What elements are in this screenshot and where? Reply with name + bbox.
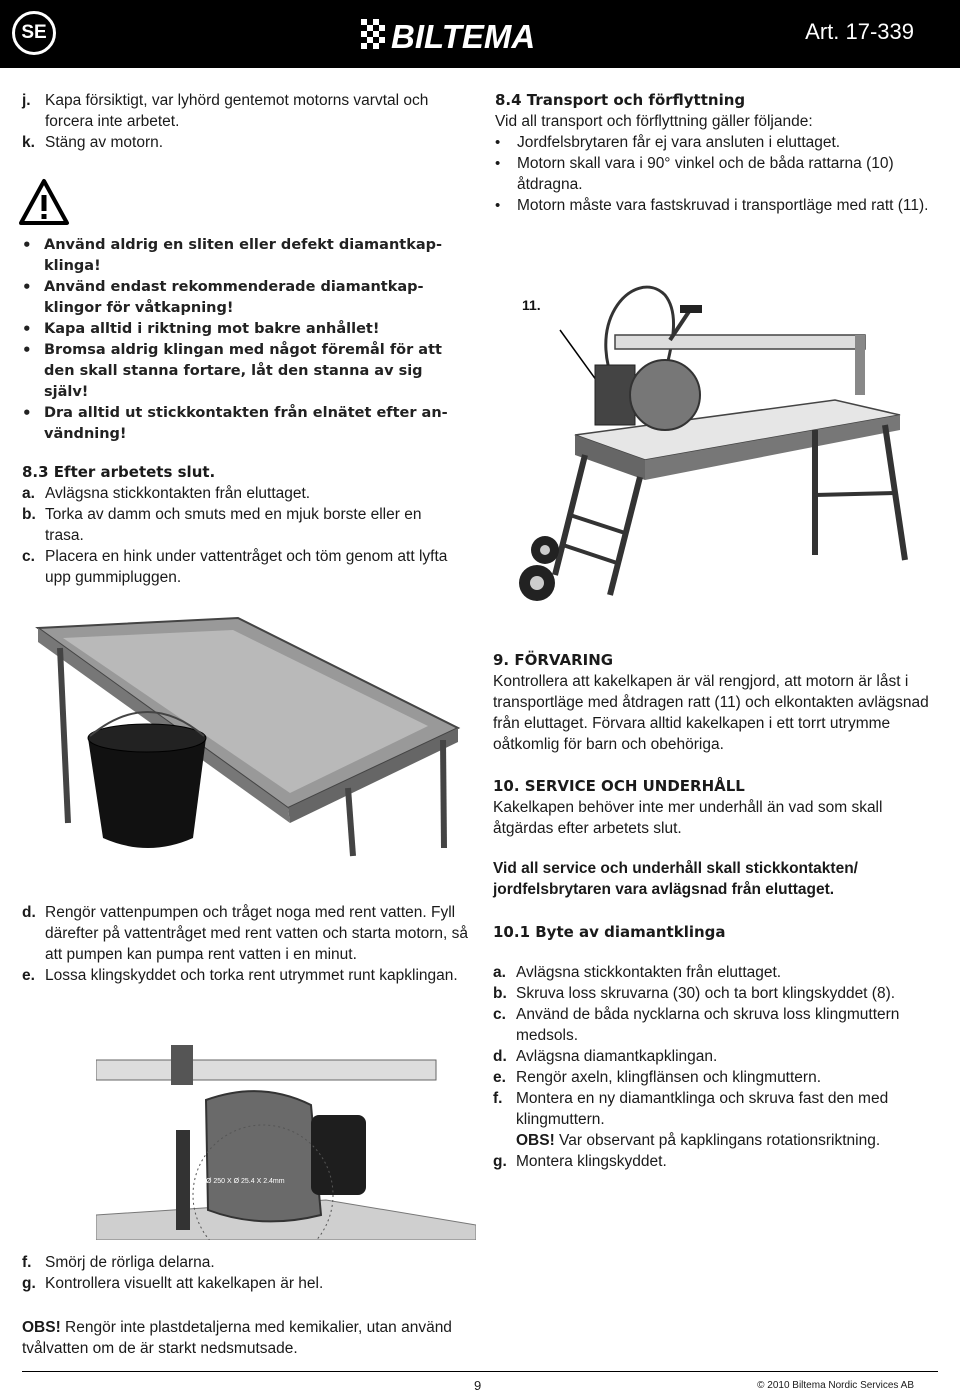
list-item: • Bromsa aldrig klingan med något föremål för att den skall stanna fortare, låt den stanna av sig själv! bbox=[22, 341, 442, 400]
section-heading: 9. FÖRVARING bbox=[493, 651, 614, 669]
svg-text:11.: 11. bbox=[522, 297, 541, 313]
list-item: • Använd endast rekommenderade diamantkapklingor för våtkapning! bbox=[22, 278, 424, 316]
section-text: Kontrollera att kakelkapen är väl rengjord, att motorn är låst i transportläge med åtdragen ratt (11) och elkontakten avlägsnad från eluttaget. Förvara alltid kakelkapen i ett torrt utrymme oåtkomlig för barn och obehöriga. bbox=[493, 673, 929, 753]
section-intro: Vid all transport och förflyttning gäller följande: bbox=[495, 113, 813, 130]
warning-triangle-icon bbox=[18, 178, 70, 226]
obs-note bbox=[22, 1317, 462, 1359]
header-bar bbox=[0, 0, 960, 68]
obs-text: Rengör inte plastdetaljerna med kemikalier, utan använd tvålvatten om de är starkt nedsmutsade. bbox=[22, 1319, 452, 1357]
footer-rule bbox=[22, 1371, 938, 1372]
list-item: c. Placera en hink under vattentråget och töm genom att lyfta upp gummipluggen. bbox=[22, 548, 448, 586]
section-8-3 bbox=[22, 462, 462, 588]
list-item: d. Avlägsna diamantkapklingan. bbox=[493, 1048, 718, 1065]
section-9 bbox=[493, 650, 943, 755]
list-item: c. Använd de båda nycklarna och skruva loss klingmuttern medsols. bbox=[493, 1006, 900, 1044]
list-item: • Jordfelsbrytaren får ej vara ansluten i eluttaget. bbox=[495, 134, 841, 151]
biltema-logo bbox=[361, 17, 601, 51]
section-heading: 10.1 Byte av diamantklinga bbox=[493, 923, 726, 941]
blade-guard-figure bbox=[96, 1040, 476, 1240]
list-item: e. Lossa klingskyddet och torka rent utrymmet runt kapklingan. bbox=[22, 967, 458, 984]
list-item: • Använd aldrig en sliten eller defekt diamantkapklinga! bbox=[22, 236, 443, 274]
list-item: g. Montera klingskyddet. bbox=[493, 1153, 667, 1170]
steps-f-g bbox=[22, 1252, 472, 1294]
page-number: 9 bbox=[474, 1378, 482, 1393]
copyright: © 2010 Biltema Nordic Services AB bbox=[757, 1380, 914, 1391]
section-text: Kakelkapen behöver inte mer underhåll än vad som skall åtgärdas efter arbetets slut. bbox=[493, 799, 883, 837]
list-item: • Kapa alltid i riktning mot bakre anhållet! bbox=[22, 320, 380, 338]
obs-label: OBS! bbox=[22, 1319, 61, 1336]
list-item: f. Smörj de rörliga delarna. bbox=[22, 1254, 215, 1271]
list-item: d. Rengör vattenpumpen och tråget noga med rent vatten. Fyll därefter på vattentråget med rent vatten och starta motorn, så att pumpen kan pumpa rent vatten i en minut. bbox=[22, 904, 469, 963]
list-item: a. Avlägsna stickkontakten från eluttaget. bbox=[493, 964, 782, 981]
warning-list bbox=[22, 235, 462, 445]
steps-j-k bbox=[22, 90, 462, 153]
svg-text:BILTEMA: BILTEMA bbox=[391, 18, 536, 51]
list-item: b. Skruva loss skruvarna (30) och ta bort klingskyddet (8). bbox=[493, 985, 896, 1002]
list-item: • Dra alltid ut stickkontakten från elnätet efter användning! bbox=[22, 404, 448, 442]
section-10-1 bbox=[493, 922, 943, 1172]
water-tray-bucket-figure bbox=[28, 608, 473, 858]
list-item: • Motorn skall vara i 90° vinkel och de båda rattarna (10) åtdragna. bbox=[495, 155, 894, 193]
section-heading: 10. SERVICE OCH UNDERHÅLL bbox=[493, 777, 745, 795]
list-item: f. Montera en ny diamantklinga och skruva fast den med klingmuttern. bbox=[493, 1090, 889, 1128]
svg-text:Ø 250 X Ø 25.4 X 2.4mm: Ø 250 X Ø 25.4 X 2.4mm bbox=[206, 1178, 285, 1185]
section-10 bbox=[493, 776, 943, 900]
list-item: j. Kapa försiktigt, var lyhörd gentemot motorns varvtal och forcera inte arbetet. bbox=[22, 92, 429, 130]
safety-note: Vid all service och underhåll skall stickkontakten/ jordfelsbrytaren vara avlägsnad från eluttaget. bbox=[493, 860, 858, 898]
list-item: k. Stäng av motorn. bbox=[22, 134, 164, 151]
language-badge: SE bbox=[12, 11, 56, 55]
list-item: a. Avlägsna stickkontakten från eluttaget. bbox=[22, 485, 311, 502]
steps-d-e bbox=[22, 902, 472, 986]
obs-item: OBS! Var observant på kapklingans rotationsriktning. bbox=[516, 1132, 881, 1149]
article-number: Art. 17-339 bbox=[805, 19, 914, 44]
section-heading: 8.3 Efter arbetets slut. bbox=[22, 463, 216, 481]
list-item: e. Rengör axeln, klingflänsen och klingmuttern. bbox=[493, 1069, 822, 1086]
list-item: • Motorn måste vara fastskruvad i transportläge med ratt (11). bbox=[495, 197, 929, 214]
list-item: g. Kontrollera visuellt att kakelkapen är hel. bbox=[22, 1275, 324, 1292]
section-8-4 bbox=[495, 90, 945, 216]
section-heading: 8.4 Transport och förflyttning bbox=[495, 91, 746, 109]
tile-saw-stand-figure bbox=[515, 265, 915, 610]
list-item: b. Torka av damm och smuts med en mjuk borste eller en trasa. bbox=[22, 506, 422, 544]
